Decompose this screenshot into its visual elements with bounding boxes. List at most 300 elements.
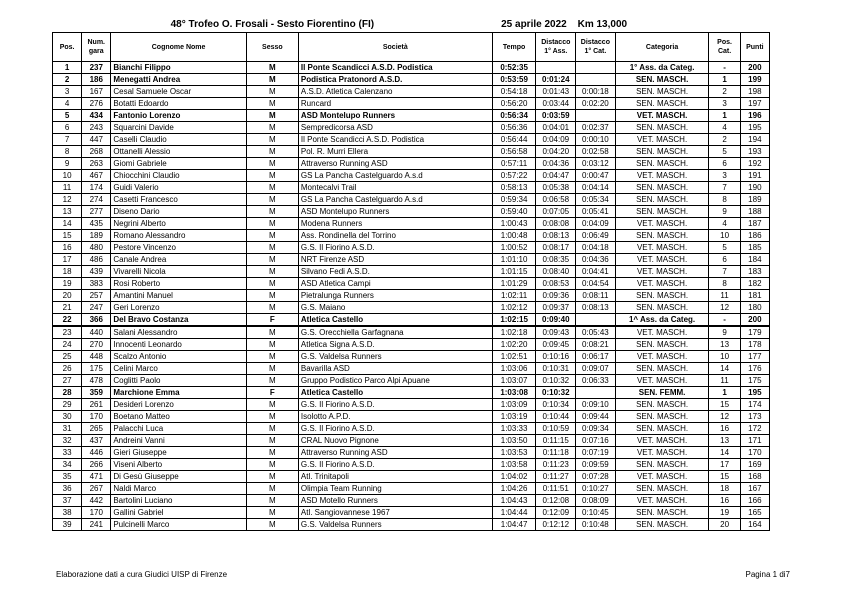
cell-gap-cat: 0:04:54	[576, 278, 616, 290]
cell-pos: 30	[53, 411, 82, 423]
cell-pos-cat: 5	[709, 146, 740, 158]
cell-time: 1:03:58	[492, 459, 536, 471]
cell-gap-cat	[576, 62, 616, 74]
cell-gap-abs: 0:12:08	[536, 495, 576, 507]
cell-gap-cat: 0:07:19	[576, 447, 616, 459]
cell-cat: SEN. FEMM.	[615, 387, 709, 399]
cell-pos-cat: 13	[709, 435, 740, 447]
cell-pos: 31	[53, 423, 82, 435]
cell-pos-cat: 15	[709, 399, 740, 411]
cell-pos: 19	[53, 278, 82, 290]
table-row	[53, 134, 770, 146]
cell-gap-cat: 0:00:47	[576, 170, 616, 182]
cell-pett: 186	[82, 74, 111, 86]
cell-pett: 434	[82, 110, 111, 122]
cell-name: Caselli Claudio	[111, 134, 246, 146]
cell-pos: 12	[53, 194, 82, 206]
cell-sex: M	[246, 194, 298, 206]
cell-gap-cat: 0:02:20	[576, 98, 616, 110]
cell-club: G.S. Il Fiorino A.S.D.	[298, 459, 492, 471]
cell-club: G.S. Maiano	[298, 302, 492, 314]
cell-club: Il Ponte Scandicci A.S.D. Podistica	[298, 134, 492, 146]
cell-gap-abs: 0:08:53	[536, 278, 576, 290]
cell-pos: 3	[53, 86, 82, 98]
col-cat: Categoria	[615, 33, 709, 62]
cell-gap-abs: 0:11:27	[536, 471, 576, 483]
cell-club: A.S.D. Atletica Calenzano	[298, 86, 492, 98]
cell-pos-cat: 12	[709, 411, 740, 423]
cell-pett: 274	[82, 194, 111, 206]
cell-pos-cat: 6	[709, 158, 740, 170]
cell-pos-cat: 4	[709, 122, 740, 134]
cell-time: 1:00:48	[492, 230, 536, 242]
cell-pos-cat: 3	[709, 98, 740, 110]
cell-pos-cat: 19	[709, 507, 740, 519]
cell-gap-abs: 0:10:59	[536, 423, 576, 435]
cell-time: 1:01:15	[492, 266, 536, 278]
cell-gap-cat	[576, 387, 616, 399]
cell-gap-cat: 0:05:41	[576, 206, 616, 218]
cell-pett: 467	[82, 170, 111, 182]
cell-points: 190	[740, 182, 769, 194]
cell-pett: 277	[82, 206, 111, 218]
col-name: Cognome Nome	[111, 33, 246, 62]
table-row	[53, 339, 770, 351]
table-row	[53, 411, 770, 423]
cell-pos: 16	[53, 242, 82, 254]
cell-name: Naldi Marco	[111, 483, 246, 495]
table-row	[53, 266, 770, 278]
cell-points: 186	[740, 230, 769, 242]
cell-sex: M	[246, 495, 298, 507]
cell-pos: 9	[53, 158, 82, 170]
cell-points: 189	[740, 194, 769, 206]
table-row	[53, 122, 770, 134]
cell-gap-abs: 0:04:09	[536, 134, 576, 146]
cell-pett: 437	[82, 435, 111, 447]
cell-pos: 25	[53, 351, 82, 363]
cell-club: Attraverso Running ASD	[298, 447, 492, 459]
cell-sex: M	[246, 326, 298, 339]
cell-gap-abs: 0:07:05	[536, 206, 576, 218]
cell-name: Giomi Gabriele	[111, 158, 246, 170]
cell-sex: M	[246, 411, 298, 423]
cell-points: 179	[740, 326, 769, 339]
cell-time: 1:02:18	[492, 326, 536, 339]
cell-gap-cat: 0:00:18	[576, 86, 616, 98]
cell-gap-abs: 0:09:37	[536, 302, 576, 314]
cell-name: Di Gesù Giuseppe	[111, 471, 246, 483]
cell-pos-cat: 8	[709, 194, 740, 206]
col-club: Società	[298, 33, 492, 62]
cell-gap-cat: 0:10:48	[576, 519, 616, 531]
cell-name: Vivarelli Nicola	[111, 266, 246, 278]
cell-time: 1:03:53	[492, 447, 536, 459]
cell-gap-cat: 0:08:11	[576, 290, 616, 302]
cell-pos-cat: 18	[709, 483, 740, 495]
cell-name: Innocenti Leonardo	[111, 339, 246, 351]
cell-club: Montecalvi Trail	[298, 182, 492, 194]
cell-pos-cat: 9	[709, 326, 740, 339]
cell-pett: 439	[82, 266, 111, 278]
cell-gap-cat	[576, 74, 616, 86]
table-row	[53, 206, 770, 218]
cell-cat: SEN. MASCH.	[615, 519, 709, 531]
cell-points: 195	[740, 387, 769, 399]
cell-club: Olimpia Team Running	[298, 483, 492, 495]
cell-gap-abs: 0:04:01	[536, 122, 576, 134]
cell-time: 0:56:58	[492, 146, 536, 158]
cell-sex: M	[246, 471, 298, 483]
cell-pos-cat: 5	[709, 242, 740, 254]
cell-points: 168	[740, 471, 769, 483]
cell-sex: M	[246, 507, 298, 519]
cell-points: 165	[740, 507, 769, 519]
cell-time: 0:57:22	[492, 170, 536, 182]
cell-gap-abs: 0:01:43	[536, 86, 576, 98]
cell-cat: SEN. MASCH.	[615, 194, 709, 206]
cell-name: Salani Alessandro	[111, 326, 246, 339]
cell-time: 0:56:36	[492, 122, 536, 134]
col-time: Tempo	[492, 33, 536, 62]
cell-name: Geri Lorenzo	[111, 302, 246, 314]
cell-pos: 14	[53, 218, 82, 230]
cell-pos-cat: 10	[709, 230, 740, 242]
cell-pett: 383	[82, 278, 111, 290]
cell-club: Pietralunga Runners	[298, 290, 492, 302]
cell-cat: VET. MASCH.	[615, 218, 709, 230]
table-row	[53, 74, 770, 86]
cell-club: CRAL Nuovo Pignone	[298, 435, 492, 447]
cell-points: 192	[740, 158, 769, 170]
header-row	[53, 33, 770, 62]
table-row	[53, 158, 770, 170]
cell-cat: VET. MASCH.	[615, 435, 709, 447]
cell-pos: 29	[53, 399, 82, 411]
cell-gap-abs: 0:10:32	[536, 387, 576, 399]
cell-points: 170	[740, 447, 769, 459]
cell-points: 171	[740, 435, 769, 447]
cell-pett: 237	[82, 62, 111, 74]
table-row	[53, 363, 770, 375]
cell-name: Celini Marco	[111, 363, 246, 375]
cell-club: Gruppo Podistico Parco Alpi Apuane	[298, 375, 492, 387]
cell-gap-cat: 0:09:59	[576, 459, 616, 471]
cell-gap-cat: 0:07:16	[576, 435, 616, 447]
cell-cat: VET. MASCH.	[615, 170, 709, 182]
cell-gap-cat: 0:06:49	[576, 230, 616, 242]
cell-pos: 39	[53, 519, 82, 531]
cell-name: Del Bravo Costanza	[111, 314, 246, 327]
cell-pett: 366	[82, 314, 111, 327]
cell-cat: SEN. MASCH.	[615, 363, 709, 375]
cell-pos: 22	[53, 314, 82, 327]
cell-pos: 36	[53, 483, 82, 495]
cell-pett: 170	[82, 507, 111, 519]
cell-pett: 359	[82, 387, 111, 399]
results-sheet	[52, 18, 770, 531]
cell-cat: VET. MASCH.	[615, 242, 709, 254]
cell-sex: M	[246, 86, 298, 98]
cell-club: G.S. Il Fiorino A.S.D.	[298, 399, 492, 411]
cell-pos-cat: 12	[709, 302, 740, 314]
cell-pos: 38	[53, 507, 82, 519]
footer-page: Pagina 1 di7	[745, 570, 790, 579]
cell-gap-cat: 0:10:45	[576, 507, 616, 519]
cell-points: 164	[740, 519, 769, 531]
col-points: Punti	[740, 33, 769, 62]
cell-pos-cat: 10	[709, 351, 740, 363]
cell-pos: 6	[53, 122, 82, 134]
cell-club: G.S. Il Fiorino A.S.D.	[298, 242, 492, 254]
cell-pos-cat: 8	[709, 278, 740, 290]
cell-pett: 167	[82, 86, 111, 98]
cell-cat: VET. MASCH.	[615, 375, 709, 387]
cell-time: 0:56:44	[492, 134, 536, 146]
cell-pos-cat: 16	[709, 495, 740, 507]
cell-points: 184	[740, 254, 769, 266]
cell-gap-cat: 0:04:09	[576, 218, 616, 230]
cell-gap-abs: 0:08:17	[536, 242, 576, 254]
cell-cat: SEN. MASCH.	[615, 74, 709, 86]
cell-gap-cat: 0:00:10	[576, 134, 616, 146]
cell-gap-cat: 0:10:27	[576, 483, 616, 495]
cell-pos: 7	[53, 134, 82, 146]
cell-pett: 261	[82, 399, 111, 411]
cell-time: 1:04:26	[492, 483, 536, 495]
cell-cat: SEN. MASCH.	[615, 507, 709, 519]
cell-gap-cat: 0:08:21	[576, 339, 616, 351]
title-row	[53, 18, 770, 33]
cell-pos-cat: 9	[709, 206, 740, 218]
cell-club: Il Ponte Scandicci A.S.D. Podistica	[298, 62, 492, 74]
cell-club: Atletica Signa A.S.D.	[298, 339, 492, 351]
cell-gap-abs: 0:10:31	[536, 363, 576, 375]
cell-gap-cat: 0:04:36	[576, 254, 616, 266]
table-row	[53, 399, 770, 411]
cell-cat: VET. MASCH.	[615, 110, 709, 122]
cell-gap-abs	[536, 62, 576, 74]
cell-sex: M	[246, 206, 298, 218]
cell-points: 174	[740, 399, 769, 411]
cell-pos-cat: 2	[709, 86, 740, 98]
cell-cat: SEN. MASCH.	[615, 459, 709, 471]
cell-time: 0:59:34	[492, 194, 536, 206]
cell-time: 1:01:10	[492, 254, 536, 266]
table-row	[53, 278, 770, 290]
cell-gap-abs: 0:03:44	[536, 98, 576, 110]
table-row	[53, 326, 770, 339]
cell-name: Canale Andrea	[111, 254, 246, 266]
cell-gap-abs: 0:10:44	[536, 411, 576, 423]
cell-pos: 13	[53, 206, 82, 218]
cell-name: Fantonio Lorenzo	[111, 110, 246, 122]
cell-pett: 478	[82, 375, 111, 387]
cell-pett: 174	[82, 182, 111, 194]
cell-time: 0:52:35	[492, 62, 536, 74]
cell-gap-cat: 0:04:41	[576, 266, 616, 278]
cell-gap-cat: 0:05:34	[576, 194, 616, 206]
cell-cat: SEN. MASCH.	[615, 423, 709, 435]
cell-points: 185	[740, 242, 769, 254]
cell-club: G.S. Il Fiorino A.S.D.	[298, 423, 492, 435]
cell-gap-cat: 0:06:33	[576, 375, 616, 387]
table-row	[53, 62, 770, 74]
cell-pos-cat: 20	[709, 519, 740, 531]
cell-pos: 2	[53, 74, 82, 86]
cell-pos-cat: 11	[709, 375, 740, 387]
cell-name: Bianchi Filippo	[111, 62, 246, 74]
cell-name: Casetti Francesco	[111, 194, 246, 206]
cell-cat: SEN. MASCH.	[615, 98, 709, 110]
table-row	[53, 290, 770, 302]
cell-points: 176	[740, 363, 769, 375]
cell-gap-abs: 0:05:38	[536, 182, 576, 194]
cell-name: Menegatti Andrea	[111, 74, 246, 86]
cell-club: Ass. Rondinella del Torrino	[298, 230, 492, 242]
cell-points: 193	[740, 146, 769, 158]
cell-gap-abs: 0:09:40	[536, 314, 576, 327]
cell-cat: VET. MASCH.	[615, 254, 709, 266]
cell-pos: 15	[53, 230, 82, 242]
cell-name: Botatti Edoardo	[111, 98, 246, 110]
cell-sex: M	[246, 290, 298, 302]
cell-club: Attraverso Running ASD	[298, 158, 492, 170]
cell-pett: 257	[82, 290, 111, 302]
cell-pos: 4	[53, 98, 82, 110]
cell-name: Ottanelli Alessio	[111, 146, 246, 158]
cell-gap-abs: 0:09:45	[536, 339, 576, 351]
cell-sex: M	[246, 459, 298, 471]
cell-pos: 33	[53, 447, 82, 459]
cell-pos-cat: 13	[709, 339, 740, 351]
cell-cat: VET. MASCH.	[615, 351, 709, 363]
cell-sex: M	[246, 278, 298, 290]
cell-points: 177	[740, 351, 769, 363]
cell-gap-cat: 0:09:07	[576, 363, 616, 375]
cell-gap-abs: 0:04:36	[536, 158, 576, 170]
cell-sex: M	[246, 242, 298, 254]
cell-name: Negrini Alberto	[111, 218, 246, 230]
cell-gap-abs: 0:04:47	[536, 170, 576, 182]
cell-club: G.S. Valdelsa Runners	[298, 351, 492, 363]
cell-pos-cat: 1	[709, 110, 740, 122]
cell-time: 1:04:02	[492, 471, 536, 483]
cell-cat: VET. MASCH.	[615, 266, 709, 278]
cell-cat: SEN. MASCH.	[615, 206, 709, 218]
cell-points: 167	[740, 483, 769, 495]
cell-pett: 442	[82, 495, 111, 507]
cell-pos-cat: 15	[709, 471, 740, 483]
event-title: 48° Trofeo O. Frosali - Sesto Fiorentino (FI)	[53, 18, 493, 33]
cell-club: Atl. Sangiovannese 1967	[298, 507, 492, 519]
cell-points: 169	[740, 459, 769, 471]
cell-cat: VET. MASCH.	[615, 134, 709, 146]
cell-name: Scalzo Antonio	[111, 351, 246, 363]
cell-pos-cat: 6	[709, 254, 740, 266]
cell-gap-cat: 0:02:37	[576, 122, 616, 134]
cell-name: Romano Alessandro	[111, 230, 246, 242]
cell-gap-abs: 0:12:12	[536, 519, 576, 531]
cell-gap-abs: 0:11:23	[536, 459, 576, 471]
cell-name: Desideri Lorenzo	[111, 399, 246, 411]
cell-gap-abs: 0:09:43	[536, 326, 576, 339]
cell-pos-cat: 3	[709, 170, 740, 182]
cell-sex: M	[246, 182, 298, 194]
cell-club: NRT Firenze ASD	[298, 254, 492, 266]
cell-time: 0:58:13	[492, 182, 536, 194]
cell-pos: 32	[53, 435, 82, 447]
cell-club: GS La Pancha Castelguardo A.s.d	[298, 170, 492, 182]
cell-pett: 486	[82, 254, 111, 266]
cell-cat: SEN. MASCH.	[615, 146, 709, 158]
cell-cat: SEN. MASCH.	[615, 483, 709, 495]
cell-sex: M	[246, 447, 298, 459]
cell-pos: 34	[53, 459, 82, 471]
table-row	[53, 230, 770, 242]
cell-pos-cat: 1	[709, 74, 740, 86]
cell-gap-cat: 0:03:12	[576, 158, 616, 170]
cell-sex: M	[246, 98, 298, 110]
cell-name: Coglitti Paolo	[111, 375, 246, 387]
cell-points: 182	[740, 278, 769, 290]
cell-pett: 471	[82, 471, 111, 483]
cell-sex: M	[246, 146, 298, 158]
cell-cat: SEN. MASCH.	[615, 339, 709, 351]
cell-points: 198	[740, 86, 769, 98]
cell-club: Runcard	[298, 98, 492, 110]
cell-pos: 26	[53, 363, 82, 375]
cell-time: 1:02:12	[492, 302, 536, 314]
cell-points: 199	[740, 74, 769, 86]
cell-sex: M	[246, 62, 298, 74]
col-gap-cat: Distacco 1° Cat.	[576, 33, 616, 62]
cell-gap-abs: 0:11:51	[536, 483, 576, 495]
cell-name: Rosi Roberto	[111, 278, 246, 290]
cell-gap-abs: 0:08:13	[536, 230, 576, 242]
table-row	[53, 375, 770, 387]
cell-pett: 266	[82, 459, 111, 471]
cell-time: 1:03:07	[492, 375, 536, 387]
cell-gap-cat: 0:07:28	[576, 471, 616, 483]
cell-pett: 263	[82, 158, 111, 170]
cell-club: Modena Runners	[298, 218, 492, 230]
cell-name: Pestore Vincenzo	[111, 242, 246, 254]
cell-name: Gallini Gabriel	[111, 507, 246, 519]
cell-club: ASD Motello Runners	[298, 495, 492, 507]
cell-name: Squarcini Davide	[111, 122, 246, 134]
cell-gap-abs: 0:10:32	[536, 375, 576, 387]
cell-pett: 265	[82, 423, 111, 435]
cell-points: 187	[740, 218, 769, 230]
cell-club: Sempredicorsa ASD	[298, 122, 492, 134]
table-row	[53, 471, 770, 483]
cell-name: Guidi Valerio	[111, 182, 246, 194]
cell-gap-abs: 0:11:15	[536, 435, 576, 447]
cell-pett: 243	[82, 122, 111, 134]
cell-pos-cat: 17	[709, 459, 740, 471]
cell-points: 200	[740, 314, 769, 327]
table-row	[53, 519, 770, 531]
cell-sex: M	[246, 74, 298, 86]
cell-gap-cat: 0:09:44	[576, 411, 616, 423]
cell-points: 173	[740, 411, 769, 423]
cell-gap-cat: 0:06:17	[576, 351, 616, 363]
col-pos: Pos.	[53, 33, 82, 62]
cell-club: Isolotto A.P.D.	[298, 411, 492, 423]
table-row	[53, 218, 770, 230]
cell-sex: M	[246, 110, 298, 122]
